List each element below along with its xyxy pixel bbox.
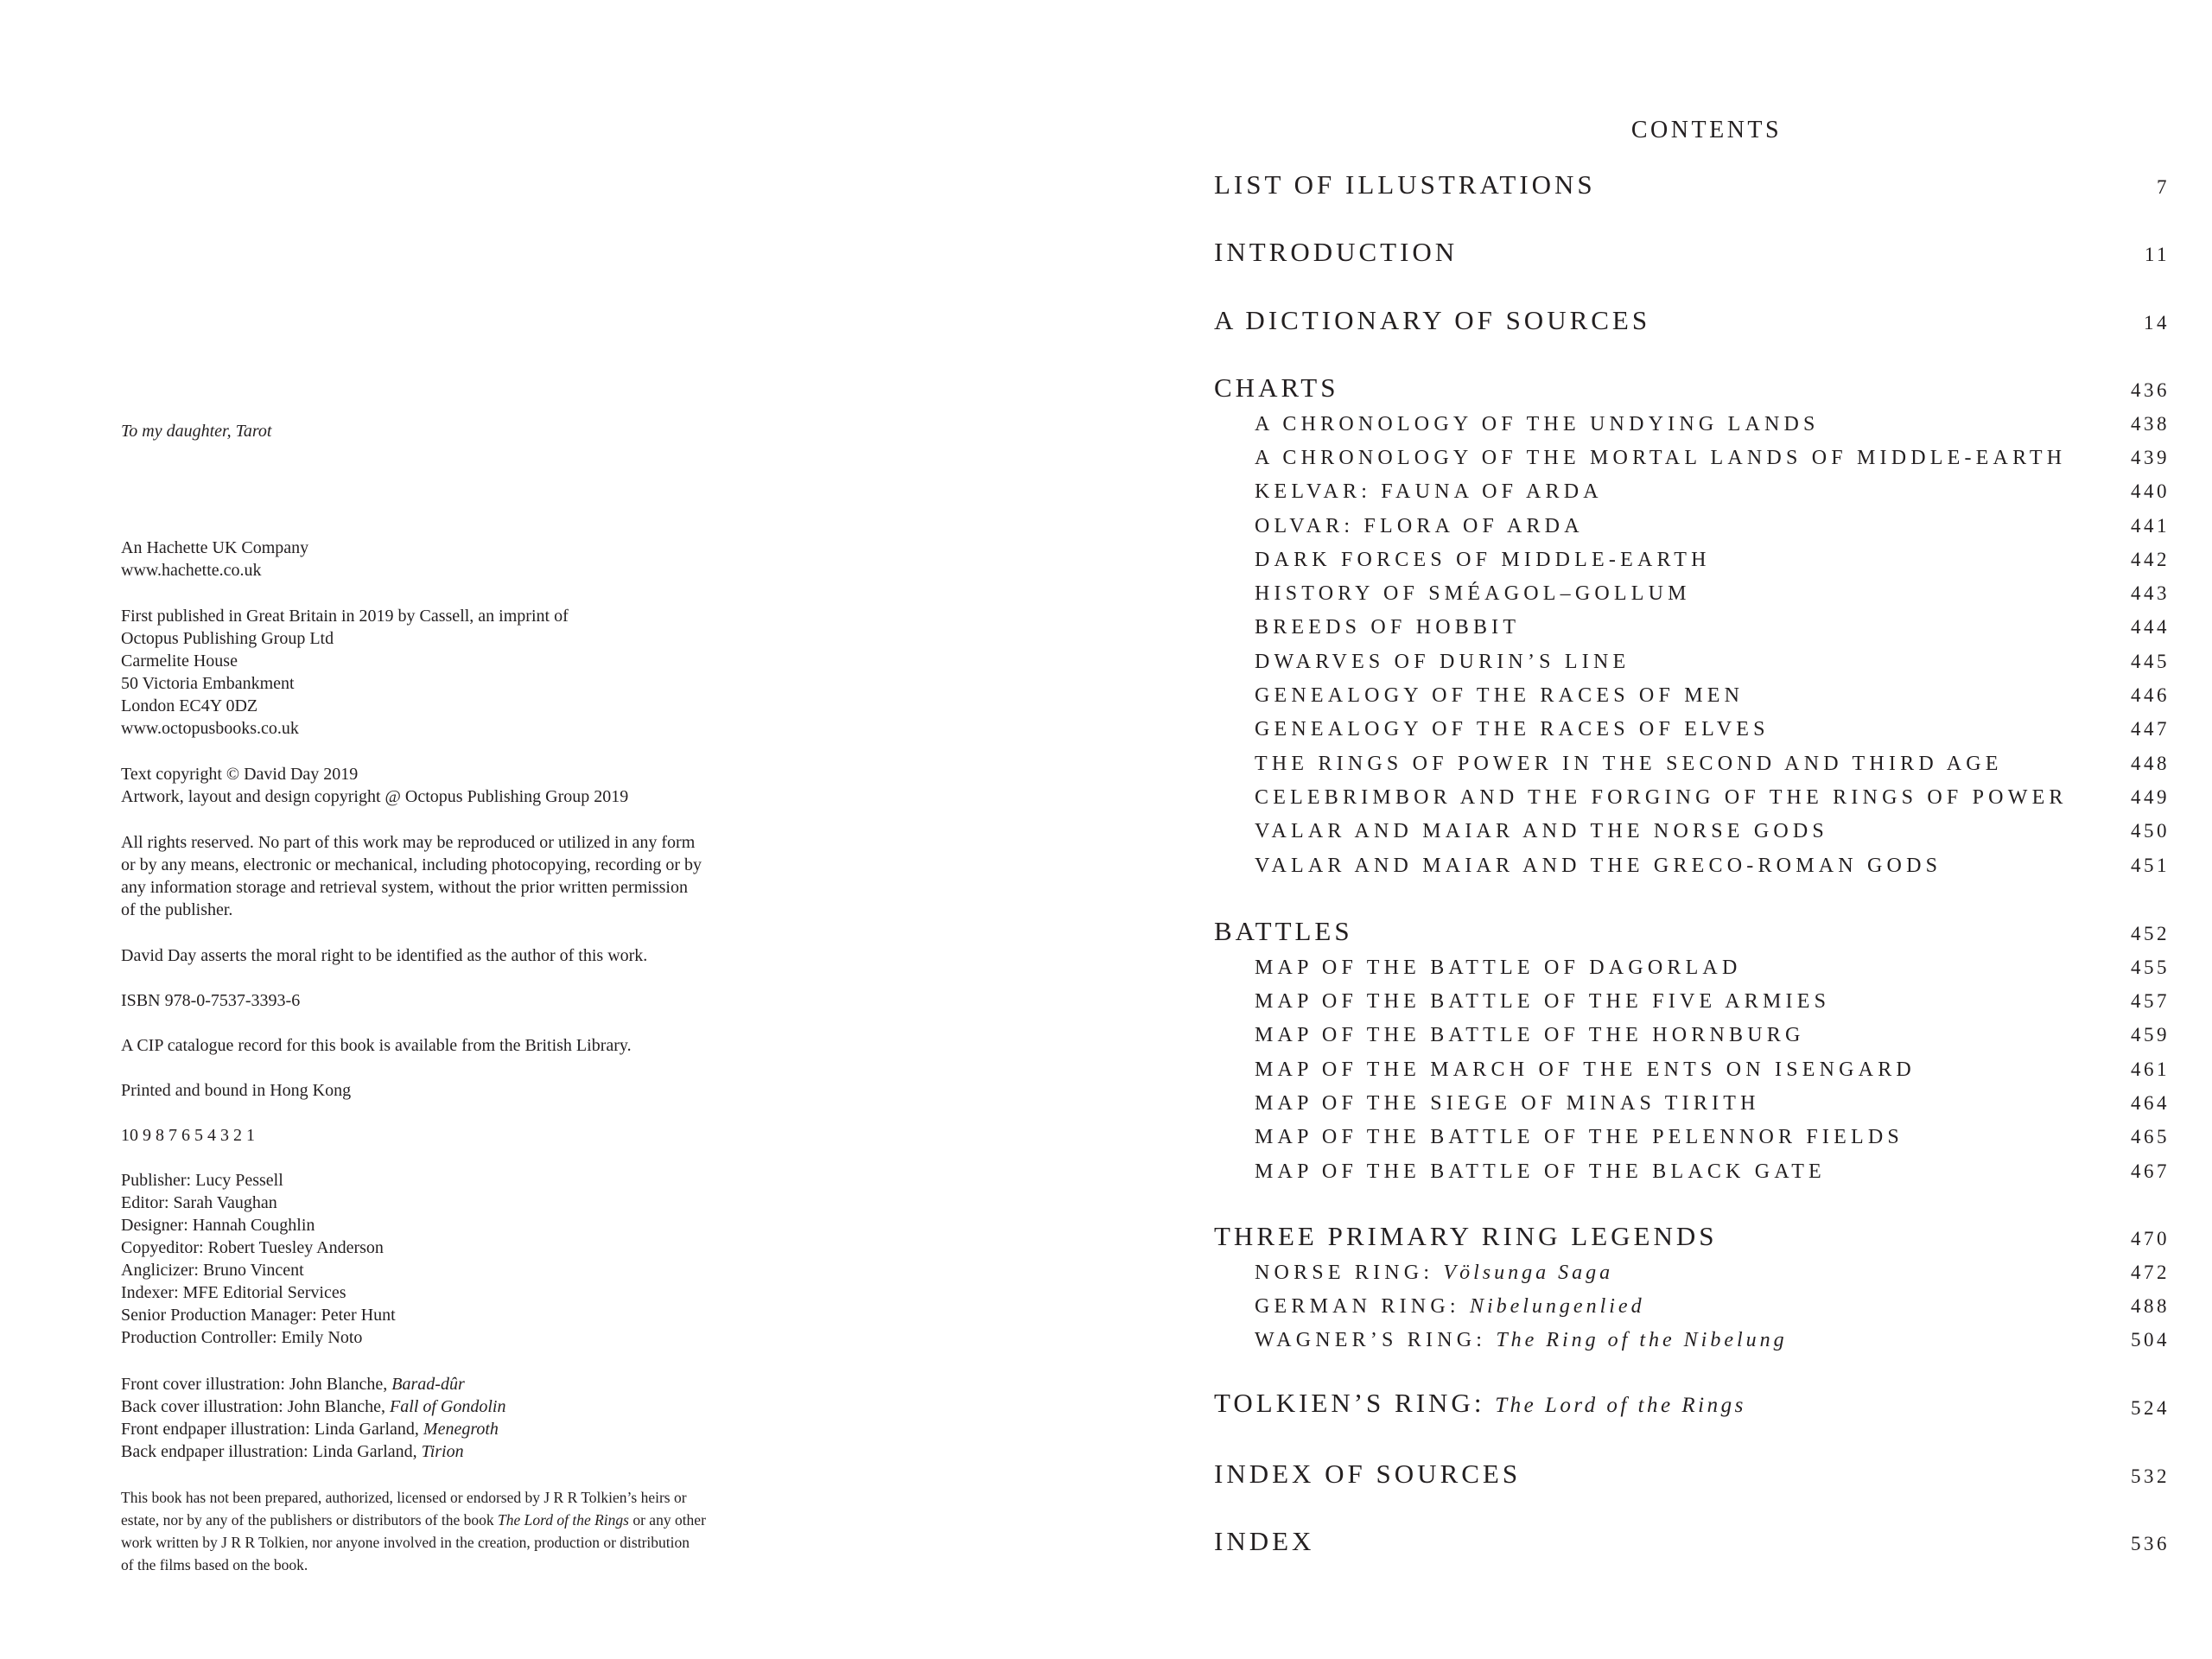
dedication: To my daughter, Tarot bbox=[121, 422, 272, 441]
disclaimer: This book has not been prepared, authorized, licensed or endorsed by J R R Tolkien’s heirs or estate, nor by any of the publishers or distributors of the book The Lord of the Rings or any other work written by J R R Tolkien, nor anyone involved in the creation, production or distribution of the films based on the book. bbox=[121, 1489, 706, 1573]
contents-heading: CONTENTS bbox=[1630, 117, 1783, 143]
imprint-line: Octopus Publishing Group Ltd bbox=[121, 629, 334, 648]
toc-entry-title: BATTLES bbox=[1214, 916, 1353, 946]
credit-line: Copyeditor: Robert Tuesley Anderson bbox=[121, 1238, 384, 1257]
toc-subentry[interactable]: GENEALOGY OF THE RACES OF MEN 446 bbox=[1255, 684, 2170, 707]
toc-subentry[interactable]: NORSE RING: Völsunga Saga 472 bbox=[1255, 1262, 2170, 1284]
toc-subentry[interactable]: MAP OF THE SIEGE OF MINAS TIRITH 464 bbox=[1255, 1092, 2170, 1115]
credit-line: Editor: Sarah Vaughan bbox=[121, 1193, 277, 1212]
toc-section-charts[interactable] bbox=[1214, 371, 2170, 405]
toc-entry-index-of-sources[interactable] bbox=[1214, 1457, 2170, 1491]
imprint-line: All rights reserved. No part of this work may be reproduced or utilized in any form bbox=[121, 833, 696, 852]
toc-page-number: 524 bbox=[2131, 1397, 2170, 1419]
toc-entry-title: THREE PRIMARY RING LEGENDS bbox=[1214, 1221, 1718, 1251]
toc-subentry[interactable]: CELEBRIMBOR AND THE FORGING OF THE RINGS OF POWER 449 bbox=[1255, 786, 2170, 809]
toc-entry-title: INDEX bbox=[1214, 1526, 1315, 1556]
illustration-credits bbox=[121, 1373, 506, 1463]
printed-notice: Printed and bound in Hong Kong bbox=[121, 1081, 352, 1100]
toc-entry-index[interactable] bbox=[1214, 1524, 2170, 1559]
illustration-credit: Back endpaper illustration: Linda Garland, Tirion bbox=[121, 1442, 464, 1461]
illustration-credit: Back cover illustration: John Blanche, Fall of Gondolin bbox=[121, 1397, 506, 1416]
imprint-line: London EC4Y 0DZ bbox=[121, 696, 258, 715]
toc-subentry[interactable]: VALAR AND MAIAR AND THE GRECO-ROMAN GODS 451 bbox=[1255, 855, 2170, 877]
imprint-line: An Hachette UK Company bbox=[121, 538, 309, 557]
toc-subentry[interactable]: MAP OF THE BATTLE OF DAGORLAD 455 bbox=[1255, 957, 2170, 979]
toc-subentry[interactable]: MAP OF THE MARCH OF THE ENTS ON ISENGARD 461 bbox=[1255, 1058, 2170, 1081]
toc-subentry[interactable]: HISTORY OF SMÉAGOL–GOLLUM 443 bbox=[1255, 582, 2170, 605]
imprint-line: First published in Great Britain in 2019 by Cassell, an imprint of bbox=[121, 607, 569, 626]
toc-page-number: 436 bbox=[2131, 379, 2170, 401]
toc-page-number: 7 bbox=[2157, 176, 2170, 198]
toc-page-number: 14 bbox=[2144, 312, 2170, 334]
toc-subentry[interactable]: THE RINGS OF POWER IN THE SECOND AND THIRD AGE 448 bbox=[1255, 753, 2170, 775]
toc-page-number: 452 bbox=[2131, 923, 2170, 944]
credits-block bbox=[121, 1169, 396, 1349]
toc-subentry[interactable]: BREEDS OF HOBBIT 444 bbox=[1255, 616, 2170, 639]
imprint-line: Carmelite House bbox=[121, 652, 238, 671]
toc-subentry[interactable]: WAGNER’S RING: The Ring of the Nibelung 504 bbox=[1255, 1329, 2170, 1351]
toc-entry-title: INDEX OF SOURCES bbox=[1214, 1459, 1522, 1489]
toc-section-ring-legends[interactable] bbox=[1214, 1219, 2170, 1254]
toc-page-number: 470 bbox=[2131, 1228, 2170, 1249]
toc-subentry[interactable]: A CHRONOLOGY OF THE MORTAL LANDS OF MIDDLE-EARTH 439 bbox=[1255, 447, 2170, 469]
toc-entry-title: CHARTS bbox=[1214, 372, 1339, 403]
credit-line: Production Controller: Emily Noto bbox=[121, 1328, 363, 1347]
illustration-credit: Front cover illustration: John Blanche, Barad-dûr bbox=[121, 1375, 465, 1394]
toc-entry-title: INTRODUCTION bbox=[1214, 237, 1459, 267]
imprint-line: or by any means, electronic or mechanical, including photocopying, recording or by bbox=[121, 855, 702, 874]
toc-subentry[interactable]: MAP OF THE BATTLE OF THE FIVE ARMIES 457 bbox=[1255, 990, 2170, 1013]
imprint-line: 50 Victoria Embankment bbox=[121, 674, 295, 693]
moral-right: David Day asserts the moral right to be identified as the author of this work. bbox=[121, 946, 648, 965]
credit-line: Designer: Hannah Coughlin bbox=[121, 1216, 315, 1235]
imprint-line: Text copyright © David Day 2019 bbox=[121, 765, 359, 784]
imprint-line: www.octopusbooks.co.uk bbox=[121, 719, 299, 738]
publication-block bbox=[121, 605, 569, 740]
imprint-line: Artwork, layout and design copyright @ Octopus Publishing Group 2019 bbox=[121, 787, 629, 806]
toc-subentry[interactable]: OLVAR: FLORA OF ARDA 441 bbox=[1255, 515, 2170, 537]
print-run: 10 9 8 7 6 5 4 3 2 1 bbox=[121, 1126, 255, 1145]
credit-line: Anglicizer: Bruno Vincent bbox=[121, 1261, 304, 1280]
toc-subentry[interactable]: DARK FORCES OF MIDDLE-EARTH 442 bbox=[1255, 549, 2170, 571]
toc-entry-tolkiens-ring[interactable] bbox=[1214, 1389, 2170, 1423]
credit-line: Senior Production Manager: Peter Hunt bbox=[121, 1306, 396, 1325]
cip-notice: A CIP catalogue record for this book is available from the British Library. bbox=[121, 1036, 632, 1055]
toc-page-number: 532 bbox=[2131, 1465, 2170, 1487]
toc-entry-dictionary-of-sources[interactable] bbox=[1214, 303, 2170, 338]
toc-page-number: 11 bbox=[2144, 244, 2170, 265]
credit-line: Publisher: Lucy Pessell bbox=[121, 1171, 283, 1190]
toc-subentry[interactable]: MAP OF THE BATTLE OF THE PELENNOR FIELDS 465 bbox=[1255, 1126, 2170, 1148]
toc-subentry[interactable]: A CHRONOLOGY OF THE UNDYING LANDS 438 bbox=[1255, 413, 2170, 435]
toc-page-number: 536 bbox=[2131, 1533, 2170, 1554]
toc-subentry[interactable]: GENEALOGY OF THE RACES OF ELVES 447 bbox=[1255, 718, 2170, 741]
rights-block bbox=[121, 831, 702, 921]
toc-subentry[interactable]: KELVAR: FAUNA OF ARDA 440 bbox=[1255, 480, 2170, 503]
toc-subentry[interactable]: VALAR AND MAIAR AND THE NORSE GODS 450 bbox=[1255, 820, 2170, 842]
toc-entry-title: A DICTIONARY OF SOURCES bbox=[1214, 305, 1651, 335]
toc-entry-title: TOLKIEN’S RING: The Lord of the Rings bbox=[1214, 1388, 1746, 1418]
toc-subentry[interactable]: MAP OF THE BATTLE OF THE BLACK GATE 467 bbox=[1255, 1160, 2170, 1183]
copyright-block bbox=[121, 763, 628, 808]
imprint-line: of the publisher. bbox=[121, 900, 233, 919]
imprint-line: www.hachette.co.uk bbox=[121, 561, 262, 580]
toc-entry-list-of-illustrations[interactable] bbox=[1214, 168, 2170, 202]
toc-entry-introduction[interactable] bbox=[1214, 235, 2170, 270]
publisher-block bbox=[121, 537, 308, 582]
toc-section-battles[interactable] bbox=[1214, 914, 2170, 949]
toc-subentry[interactable]: GERMAN RING: Nibelungenlied 488 bbox=[1255, 1295, 2170, 1318]
toc-entry-title: LIST OF ILLUSTRATIONS bbox=[1214, 169, 1596, 200]
illustration-credit: Front endpaper illustration: Linda Garland, Menegroth bbox=[121, 1420, 499, 1439]
toc-subentry[interactable]: DWARVES OF DURIN’S LINE 445 bbox=[1255, 651, 2170, 673]
imprint-line: any information storage and retrieval system, without the prior written permission bbox=[121, 878, 688, 897]
credit-line: Indexer: MFE Editorial Services bbox=[121, 1283, 346, 1302]
toc-subentry[interactable]: MAP OF THE BATTLE OF THE HORNBURG 459 bbox=[1255, 1024, 2170, 1046]
isbn: ISBN 978-0-7537-3393-6 bbox=[121, 991, 301, 1010]
